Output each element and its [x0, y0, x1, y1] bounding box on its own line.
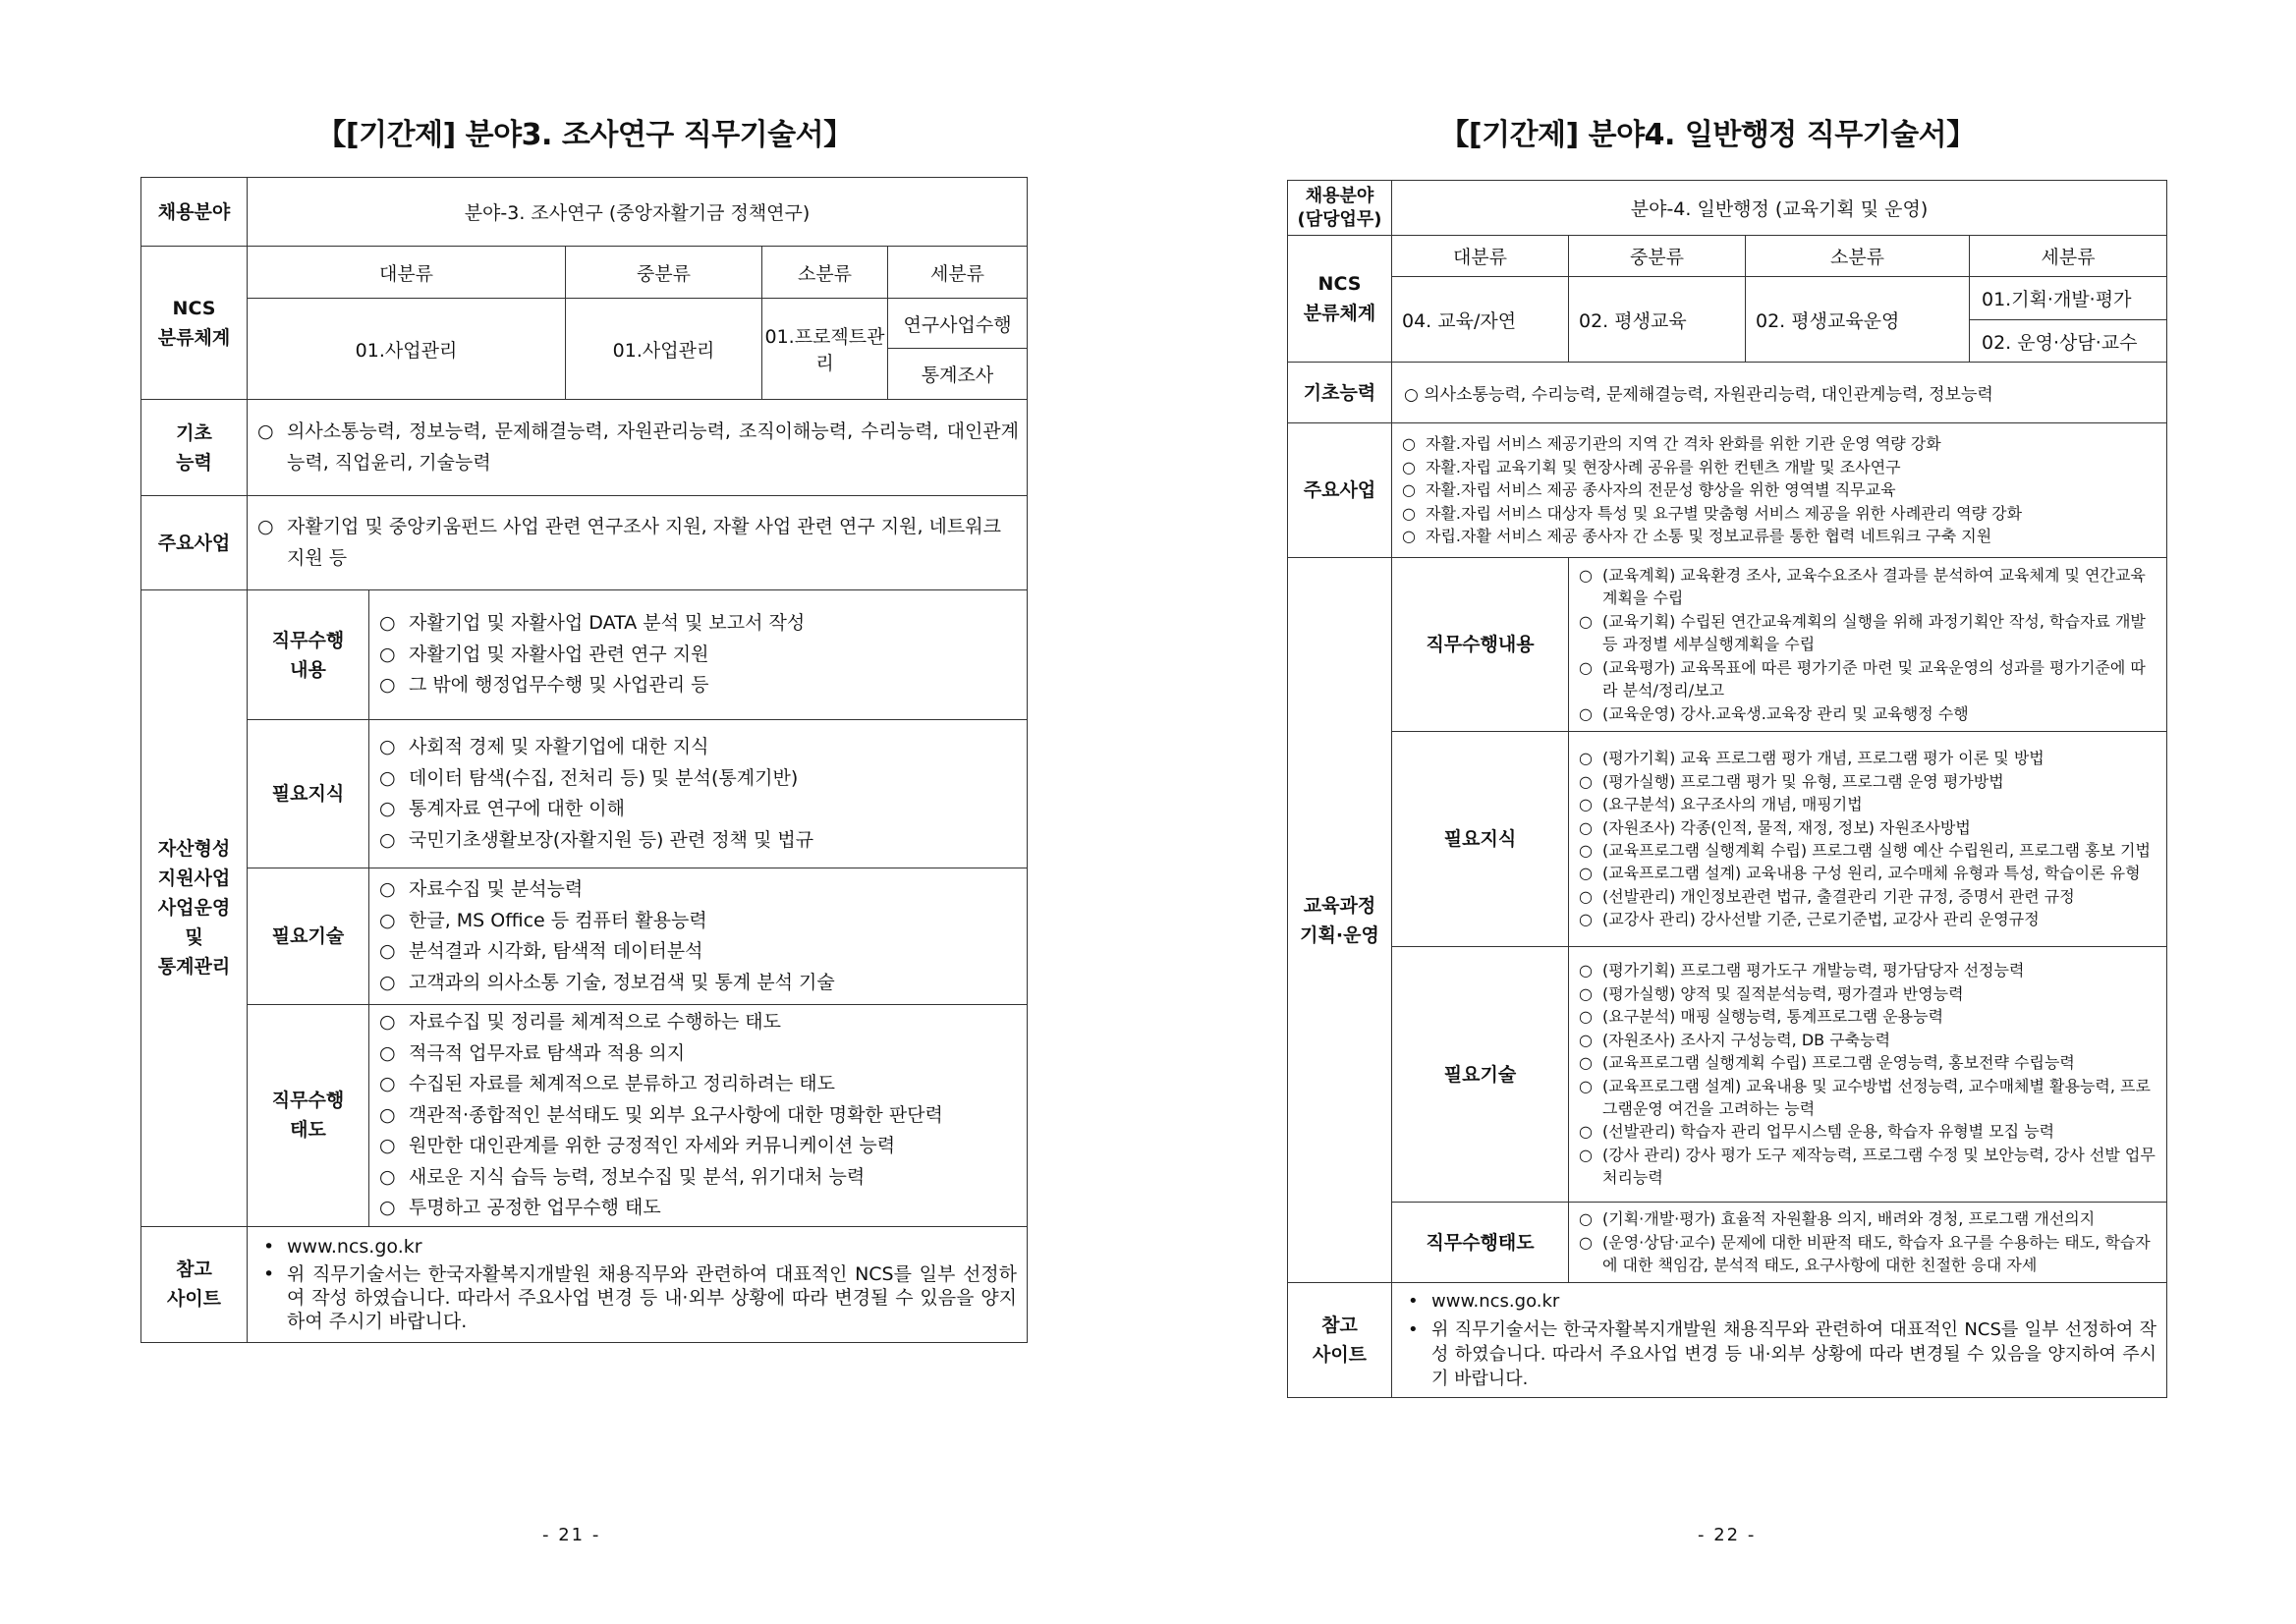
field-label: 채용분야 (담당업무) — [1288, 181, 1392, 236]
list-item: ○ (교육운영) 강사.교육생.교육장 관리 및 교육행정 수행 — [1579, 702, 2158, 725]
list-item: ○ 원만한 대인관계를 위한 긍정적인 자세와 커뮤니케이션 능력 — [379, 1131, 1019, 1162]
page-number: - 21 - — [542, 1525, 601, 1545]
main-label: 주요사업 — [1288, 423, 1392, 558]
duty-row-content — [1569, 732, 2167, 947]
duty-row-content — [1569, 1203, 2167, 1283]
list-item: ○ (교육기획) 수립된 연간교육계획의 실행을 위해 과정기획안 작성, 학습자료 개발 등 과정별 세부실행계획을 수립 — [1579, 610, 2158, 656]
page-22 — [1148, 0, 2296, 1624]
duty-row-content — [369, 868, 1028, 1005]
ncs-minor: 02. 평생교육운영 — [1746, 277, 1970, 363]
duty-row-label: 직무수행내용 — [1392, 558, 1569, 732]
duty-row-label: 직무수행태도 — [1392, 1203, 1569, 1283]
list-item: ○ 자료수집 및 정리를 체계적으로 수행하는 태도 — [379, 1007, 1019, 1038]
list-item: ○ (선발관리) 개인정보관련 법규, 출결관리 기관 규정, 증명서 관련 규정 — [1579, 885, 2158, 908]
duty-row-label: 필요기술 — [248, 868, 369, 1005]
ncs-detail-2: 통계조사 — [888, 349, 1028, 400]
list-item: ○ 통계자료 연구에 대한 이해 — [379, 794, 1019, 825]
list-item: ○ (교육프로그램 설계) 교육내용 구성 원리, 교수매체 유형과 특성, 학습이론 유형 — [1579, 862, 2158, 884]
ncs-middle: 02. 평생교육 — [1569, 277, 1746, 363]
field-label: 채용분야 — [141, 178, 248, 247]
list-item: ○ (기획·개발·평가) 효율적 자원활용 의지, 배려와 경청, 프로그램 개선의지 — [1579, 1207, 2158, 1230]
page-title: 【[기간제] 분야3. 조사연구 직무기술서】 — [316, 118, 853, 152]
list-item: ○ 데이터 탐색(수집, 전처리 등) 및 분석(통계기반) — [379, 763, 1019, 795]
list-item: ○ 자활.자립 서비스 제공기관의 지역 간 격차 완화를 위한 기관 운영 역량 강화 — [1402, 432, 2158, 455]
list-item: ○ (교육계획) 교육환경 조사, 교육수요조사 결과를 분석하여 교육체계 및 연간교육계획을 수립 — [1579, 564, 2158, 610]
ref-label: 참고 사이트 — [1288, 1283, 1392, 1398]
ncs-header-major: 대분류 — [1392, 236, 1569, 277]
duty-row-content — [369, 720, 1028, 868]
list-item: ○ 객관적·종합적인 분석태도 및 외부 요구사항에 대한 명확한 판단력 — [379, 1100, 1019, 1132]
page-number: - 22 - — [1698, 1525, 1757, 1545]
ncs-label: NCS 분류체계 — [1288, 236, 1392, 363]
ncs-detail-2: 02. 운영·상담·교수 — [1970, 320, 2167, 363]
list-item: ○ 투명하고 공정한 업무수행 태도 — [379, 1193, 1019, 1224]
basic-item: ○ 의사소통능력, 수리능력, 문제해결능력, 자원관리능력, 대인관계능력, 정보능력 — [1404, 385, 1993, 405]
ncs-middle: 01.사업관리 — [566, 299, 762, 400]
ncs-minor: 01.프로젝트관리 — [762, 299, 888, 400]
list-item: ○ (교육프로그램 실행계획 수립) 프로그램 운영능력, 홍보전략 수립능력 — [1579, 1051, 2158, 1074]
basic-item: ○ 의사소통능력, 정보능력, 문제해결능력, 자원관리능력, 조직이해능력, 수리능력, 대인관계능력, 직업윤리, 기술능력 — [257, 417, 1019, 478]
list-item: ○ (교강사 관리) 강사선발 기준, 근로기준법, 교강사 관리 운영규정 — [1579, 908, 2158, 930]
main-cell — [1392, 423, 2167, 558]
list-item: ○ 수집된 자료를 체계적으로 분류하고 정리하려는 태도 — [379, 1069, 1019, 1100]
ref-link[interactable]: • www.ncs.go.kr — [1402, 1289, 2156, 1314]
ncs-header-detail: 세분류 — [888, 247, 1028, 299]
duty-row-content — [369, 590, 1028, 720]
list-item: ○ (자원조사) 조사지 구성능력, DB 구축능력 — [1579, 1029, 2158, 1051]
duty-row-label: 직무수행 태도 — [248, 1005, 369, 1227]
ncs-detail-1: 01.기획·개발·평가 — [1970, 277, 2167, 320]
list-item: ○ 분석결과 시각화, 탐색적 데이터분석 — [379, 936, 1019, 968]
list-item: ○ 국민기초생활보장(자활지원 등) 관련 정책 및 법규 — [379, 825, 1019, 857]
main-label: 주요사업 — [141, 496, 248, 590]
list-item: ○ (강사 관리) 강사 평가 도구 제작능력, 프로그램 수정 및 보안능력, 강사 선발 업무처리능력 — [1579, 1144, 2158, 1190]
list-item: ○ 적극적 업무자료 탐색과 적용 의지 — [379, 1038, 1019, 1070]
basic-cell — [248, 400, 1028, 496]
basic-label: 기초능력 — [1288, 363, 1392, 423]
ncs-header-minor: 소분류 — [762, 247, 888, 299]
ref-cell — [1392, 1283, 2167, 1398]
ncs-header-minor: 소분류 — [1746, 236, 1970, 277]
duty-row-label: 필요지식 — [248, 720, 369, 868]
list-item: ○ (평가기획) 교육 프로그램 평가 개념, 프로그램 평가 이론 및 방법 — [1579, 747, 2158, 769]
list-item: ○ (운영·상담·교수) 문제에 대한 비판적 태도, 학습자 요구를 수용하는 태도, 학습자에 대한 책임감, 분석적 태도, 요구사항에 대한 친절한 응대 자세 — [1579, 1231, 2158, 1277]
list-item: ○ 자활기업 및 자활사업 DATA 분석 및 보고서 작성 — [379, 608, 1019, 640]
list-item: ○ (선발관리) 학습자 관리 업무시스템 운용, 학습자 유형별 모집 능력 — [1579, 1120, 2158, 1143]
ncs-label: NCS 분류체계 — [141, 247, 248, 400]
ncs-detail-1: 연구사업수행 — [888, 299, 1028, 349]
list-item: ○ (평가실행) 프로그램 평가 및 유형, 프로그램 운영 평가방법 — [1579, 770, 2158, 793]
list-item: ○ (교육평가) 교육목표에 따른 평가기준 마련 및 교육운영의 성과를 평가기준에 따라 분석/정리/보고 — [1579, 656, 2158, 702]
duty-row-label: 필요기술 — [1392, 947, 1569, 1203]
list-item: ○ 자활.자립 서비스 제공 종사자의 전문성 향상을 위한 영역별 직무교육 — [1402, 478, 2158, 501]
ncs-major: 01.사업관리 — [248, 299, 566, 400]
ref-cell — [248, 1226, 1028, 1342]
duty-row-label: 필요지식 — [1392, 732, 1569, 947]
duty-label: 자산형성 지원사업 사업운영 및 통계관리 — [141, 590, 248, 1227]
list-item: ○ (요구분석) 매핑 실행능력, 통계프로그램 운용능력 — [1579, 1005, 2158, 1028]
list-item: ○ 자활.자립 서비스 대상자 특성 및 요구별 맞춤형 서비스 제공을 위한 사례관리 역량 강화 — [1402, 502, 2158, 525]
list-item: ○ 한글, MS Office 등 컴퓨터 활용능력 — [379, 906, 1019, 937]
ref-label: 참고 사이트 — [141, 1226, 248, 1342]
duty-row-label: 직무수행 내용 — [248, 590, 369, 720]
list-item: ○ (교육프로그램 설계) 교육내용 및 교수방법 선정능력, 교수매체별 활용능력, 프로그램운영 여건을 고려하는 능력 — [1579, 1075, 2158, 1121]
duty-label: 교육과정 기획·운영 — [1288, 558, 1392, 1283]
list-item: ○ 사회적 경제 및 자활기업에 대한 지식 — [379, 732, 1019, 763]
duty-row-content — [369, 1005, 1028, 1227]
ncs-header-middle: 중분류 — [566, 247, 762, 299]
list-item: ○ (교육프로그램 실행계획 수립) 프로그램 실행 예산 수립원리, 프로그램 홍보 기법 — [1579, 839, 2158, 862]
list-item: ○ (평가기획) 프로그램 평가도구 개발능력, 평가담당자 선정능력 — [1579, 959, 2158, 981]
ncs-major: 04. 교육/자연 — [1392, 277, 1569, 363]
ncs-header-middle: 중분류 — [1569, 236, 1746, 277]
main-item: ○ 자활기업 및 중앙키움펀드 사업 관련 연구조사 지원, 자활 사업 관련 연구 지원, 네트워크 지원 등 — [257, 512, 1019, 574]
main-cell — [248, 496, 1028, 590]
ref-link[interactable]: • www.ncs.go.kr — [257, 1235, 1017, 1259]
list-item: ○ 자활.자립 교육기획 및 현장사례 공유를 위한 컨텐츠 개발 및 조사연구 — [1402, 456, 2158, 478]
field-value: 분야-3. 조사연구 (중앙자활기금 정책연구) — [248, 178, 1028, 247]
ref-note: • 위 직무기술서는 한국자활복지개발원 채용직무와 관련하여 대표적인 NCS를 일부 선정하여 작성 하였습니다. 따라서 주요사업 변경 등 내·외부 상황에 따라 변경될 수 있음을 양지하여 주시기 바랍니다. — [257, 1262, 1017, 1333]
basic-label: 기초 능력 — [141, 400, 248, 496]
duty-row-content — [1569, 558, 2167, 732]
list-item: ○ 자립.자활 서비스 제공 종사자 간 소통 및 정보교류를 통한 협력 네트워크 구축 지원 — [1402, 525, 2158, 547]
job-description-table — [1287, 180, 2167, 1398]
list-item: ○ 고객과의 의사소통 기술, 정보검색 및 통계 분석 기술 — [379, 968, 1019, 999]
ncs-header-detail: 세분류 — [1970, 236, 2167, 277]
field-value: 분야-4. 일반행정 (교육기획 및 운영) — [1392, 181, 2167, 236]
list-item: ○ (자원조사) 각종(인적, 물적, 재정, 정보) 자원조사방법 — [1579, 816, 2158, 839]
list-item: ○ 그 밖에 행정업무수행 및 사업관리 등 — [379, 670, 1019, 701]
list-item: ○ (평가실행) 양적 및 질적분석능력, 평가결과 반영능력 — [1579, 982, 2158, 1005]
basic-cell — [1392, 363, 2167, 423]
job-description-table — [140, 177, 1028, 1343]
list-item: ○ 자료수집 및 분석능력 — [379, 874, 1019, 906]
ncs-header-major: 대분류 — [248, 247, 566, 299]
ref-note: • 위 직무기술서는 한국자활복지개발원 채용직무와 관련하여 대표적인 NCS를 일부 선정하여 작성 하였습니다. 따라서 주요사업 변경 등 내·외부 상황에 따라 변경될 수 있음을 양지하여 주시기 바랍니다. — [1402, 1317, 2156, 1391]
list-item: ○ 자활기업 및 자활사업 관련 연구 지원 — [379, 640, 1019, 671]
page-title: 【[기간제] 분야4. 일반행정 직무기술서】 — [1439, 118, 1976, 152]
list-item: ○ (요구분석) 요구조사의 개념, 매핑기법 — [1579, 793, 2158, 815]
list-item: ○ 새로운 지식 습득 능력, 정보수집 및 분석, 위기대처 능력 — [379, 1162, 1019, 1194]
duty-row-content — [1569, 947, 2167, 1203]
